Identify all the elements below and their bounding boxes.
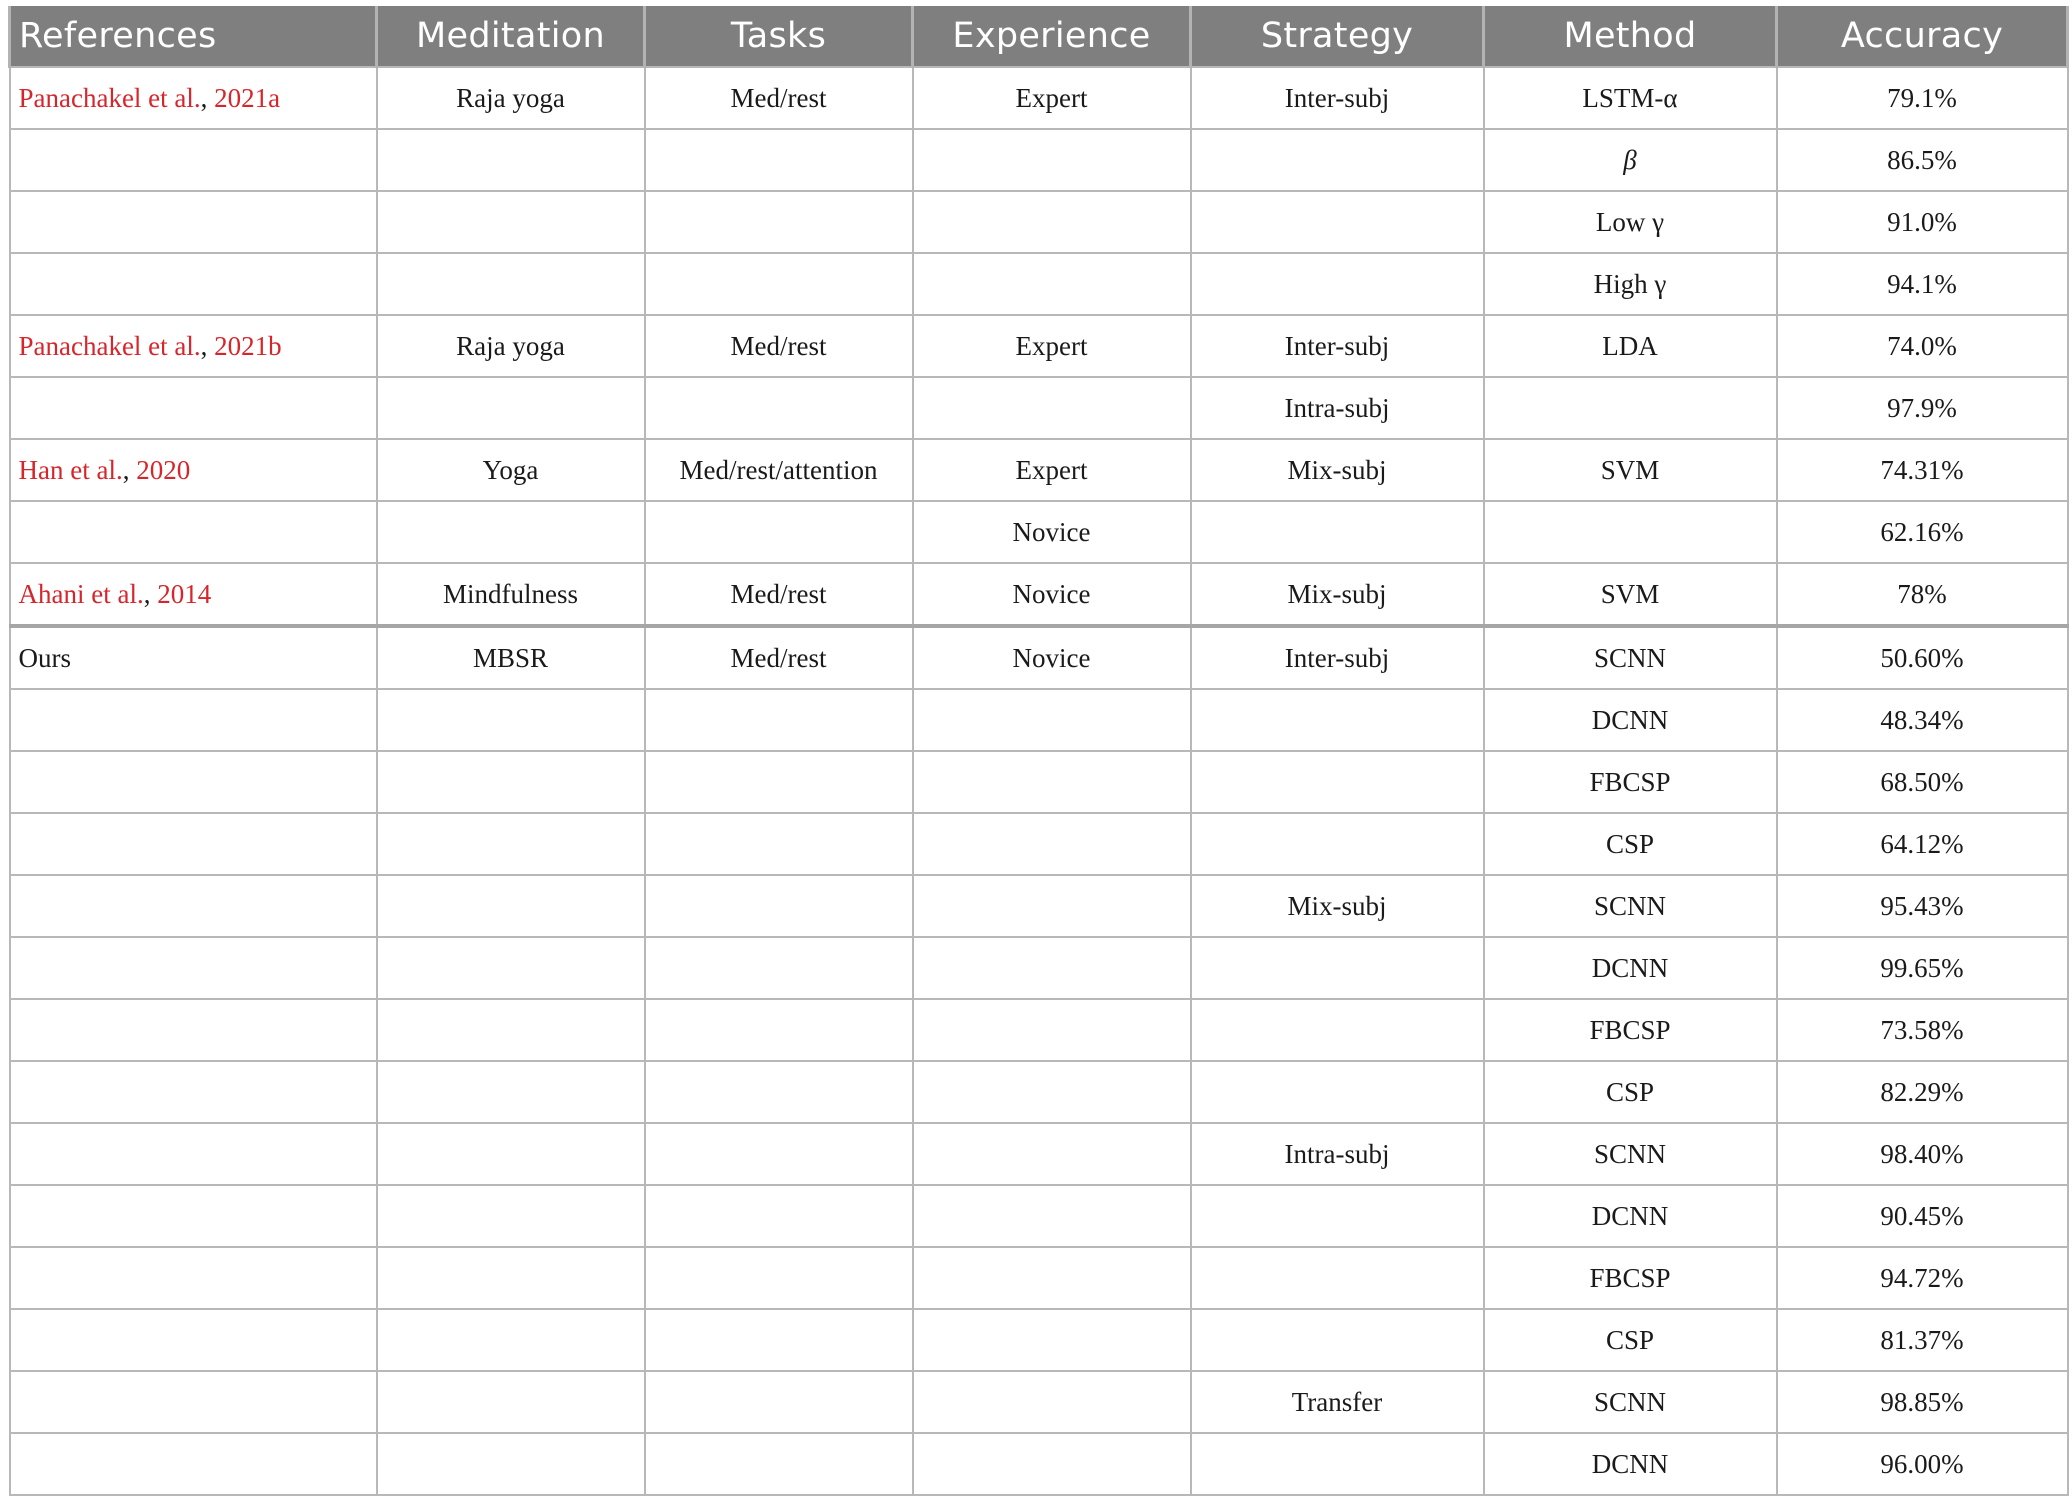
cell-method: CSP xyxy=(1484,1061,1777,1123)
cell-reference: Panachakel et al., 2021a xyxy=(10,67,377,129)
header-method: Method xyxy=(1484,6,1777,67)
cell-experience xyxy=(913,1247,1191,1309)
table-row xyxy=(10,315,2068,377)
cell-tasks: Med/rest xyxy=(645,626,913,689)
cell-meditation xyxy=(377,129,645,191)
cell-tasks xyxy=(645,1433,913,1495)
cell-strategy xyxy=(1191,999,1484,1061)
cell-tasks xyxy=(645,253,913,315)
cell-experience xyxy=(913,689,1191,751)
cell-experience xyxy=(913,813,1191,875)
table-row xyxy=(10,1433,2068,1495)
cell-tasks: Med/rest xyxy=(645,315,913,377)
cell-accuracy: 86.5% xyxy=(1777,129,2068,191)
cell-meditation xyxy=(377,1247,645,1309)
header-row xyxy=(10,6,2068,67)
cell-meditation: Raja yoga xyxy=(377,67,645,129)
cell-accuracy: 78% xyxy=(1777,563,2068,626)
cell-meditation xyxy=(377,1309,645,1371)
citation-author-link[interactable]: Panachakel et al. xyxy=(18,330,201,361)
cell-strategy xyxy=(1191,1185,1484,1247)
cell-experience xyxy=(913,875,1191,937)
cell-experience: Expert xyxy=(913,67,1191,129)
cell-strategy: Inter-subj xyxy=(1191,315,1484,377)
cell-accuracy: 79.1% xyxy=(1777,67,2068,129)
cell-strategy xyxy=(1191,1309,1484,1371)
table-row xyxy=(10,439,2068,501)
cell-reference: Ours xyxy=(10,626,377,689)
cell-experience: Expert xyxy=(913,439,1191,501)
cell-tasks xyxy=(645,501,913,563)
cell-accuracy: 64.12% xyxy=(1777,813,2068,875)
cell-experience xyxy=(913,377,1191,439)
cell-strategy: Mix-subj xyxy=(1191,563,1484,626)
citation-year-link[interactable]: 2014 xyxy=(157,578,212,609)
cell-tasks xyxy=(645,875,913,937)
cell-reference xyxy=(10,1309,377,1371)
cell-accuracy: 99.65% xyxy=(1777,937,2068,999)
cell-meditation xyxy=(377,253,645,315)
table-row xyxy=(10,129,2068,191)
cell-reference xyxy=(10,689,377,751)
cell-method: DCNN xyxy=(1484,937,1777,999)
table-row xyxy=(10,1371,2068,1433)
cell-tasks xyxy=(645,751,913,813)
cell-method xyxy=(1484,501,1777,563)
table-row xyxy=(10,67,2068,129)
cell-strategy xyxy=(1191,751,1484,813)
cell-accuracy: 74.0% xyxy=(1777,315,2068,377)
cell-meditation xyxy=(377,999,645,1061)
cell-method: SVM xyxy=(1484,563,1777,626)
cell-method: SVM xyxy=(1484,439,1777,501)
cell-strategy: Inter-subj xyxy=(1191,626,1484,689)
cell-experience: Novice xyxy=(913,563,1191,626)
header-strategy: Strategy xyxy=(1191,6,1484,67)
cell-accuracy: 74.31% xyxy=(1777,439,2068,501)
cell-experience xyxy=(913,751,1191,813)
cell-strategy: Inter-subj xyxy=(1191,67,1484,129)
cell-experience xyxy=(913,937,1191,999)
cell-reference xyxy=(10,253,377,315)
header-meditation: Meditation xyxy=(377,6,645,67)
table-row xyxy=(10,813,2068,875)
cell-strategy: Mix-subj xyxy=(1191,875,1484,937)
citation-year-link[interactable]: 2021b xyxy=(214,330,282,361)
cell-meditation xyxy=(377,1433,645,1495)
cell-accuracy: 94.1% xyxy=(1777,253,2068,315)
table-row xyxy=(10,377,2068,439)
cell-tasks xyxy=(645,191,913,253)
cell-meditation xyxy=(377,751,645,813)
cell-experience xyxy=(913,253,1191,315)
table-row xyxy=(10,1185,2068,1247)
cell-tasks xyxy=(645,1123,913,1185)
cell-strategy xyxy=(1191,501,1484,563)
cell-experience xyxy=(913,1061,1191,1123)
cell-experience: Expert xyxy=(913,315,1191,377)
cell-experience xyxy=(913,1185,1191,1247)
cell-meditation: Raja yoga xyxy=(377,315,645,377)
cell-tasks xyxy=(645,377,913,439)
cell-strategy: Transfer xyxy=(1191,1371,1484,1433)
cell-accuracy: 98.85% xyxy=(1777,1371,2068,1433)
cell-meditation xyxy=(377,1371,645,1433)
citation-author-link[interactable]: Panachakel et al. xyxy=(18,82,201,113)
cell-method: DCNN xyxy=(1484,1433,1777,1495)
cell-accuracy: 50.60% xyxy=(1777,626,2068,689)
header-accuracy: Accuracy xyxy=(1777,6,2068,67)
cell-strategy xyxy=(1191,937,1484,999)
cell-reference xyxy=(10,1061,377,1123)
cell-accuracy: 94.72% xyxy=(1777,1247,2068,1309)
cell-experience xyxy=(913,999,1191,1061)
cell-reference xyxy=(10,129,377,191)
cell-reference xyxy=(10,1371,377,1433)
header-experience: Experience xyxy=(913,6,1191,67)
cell-method: LDA xyxy=(1484,315,1777,377)
cell-tasks xyxy=(645,1371,913,1433)
cell-strategy xyxy=(1191,813,1484,875)
cell-experience: Novice xyxy=(913,626,1191,689)
cell-strategy: Intra-subj xyxy=(1191,377,1484,439)
cell-reference xyxy=(10,999,377,1061)
cell-strategy xyxy=(1191,129,1484,191)
cell-tasks: Med/rest xyxy=(645,67,913,129)
cell-method: High γ xyxy=(1484,253,1777,315)
cell-accuracy: 62.16% xyxy=(1777,501,2068,563)
table-row xyxy=(10,1309,2068,1371)
cell-reference xyxy=(10,813,377,875)
cell-tasks xyxy=(645,1061,913,1123)
cell-method xyxy=(1484,377,1777,439)
table-row xyxy=(10,253,2068,315)
cell-experience xyxy=(913,1433,1191,1495)
cell-method: SCNN xyxy=(1484,1371,1777,1433)
cell-tasks xyxy=(645,813,913,875)
cell-experience xyxy=(913,1371,1191,1433)
table-row xyxy=(10,689,2068,751)
cell-reference xyxy=(10,501,377,563)
table-row xyxy=(10,751,2068,813)
cell-accuracy: 95.43% xyxy=(1777,875,2068,937)
cell-reference xyxy=(10,1247,377,1309)
cell-accuracy: 68.50% xyxy=(1777,751,2068,813)
cell-strategy xyxy=(1191,689,1484,751)
citation-year-link[interactable]: 2021a xyxy=(214,82,281,113)
cell-meditation xyxy=(377,689,645,751)
cell-method: SCNN xyxy=(1484,626,1777,689)
citation-author-link[interactable]: Han et al. xyxy=(18,454,123,485)
cell-accuracy: 98.40% xyxy=(1777,1123,2068,1185)
cell-reference xyxy=(10,751,377,813)
cell-meditation xyxy=(377,1123,645,1185)
cell-reference: Panachakel et al., 2021b xyxy=(10,315,377,377)
cell-experience xyxy=(913,1309,1191,1371)
cell-reference: Han et al., 2020 xyxy=(10,439,377,501)
cell-method: CSP xyxy=(1484,813,1777,875)
cell-accuracy: 82.29% xyxy=(1777,1061,2068,1123)
table-row xyxy=(10,937,2068,999)
cell-tasks: Med/rest/attention xyxy=(645,439,913,501)
table-body xyxy=(10,67,2068,1495)
table-row xyxy=(10,1061,2068,1123)
table-header xyxy=(10,6,2068,67)
cell-meditation xyxy=(377,937,645,999)
cell-tasks xyxy=(645,1247,913,1309)
cell-accuracy: 81.37% xyxy=(1777,1309,2068,1371)
cell-reference xyxy=(10,377,377,439)
table-row xyxy=(10,1247,2068,1309)
cell-tasks xyxy=(645,999,913,1061)
cell-method: DCNN xyxy=(1484,689,1777,751)
table-row xyxy=(10,501,2068,563)
cell-method: β xyxy=(1484,129,1777,191)
cell-accuracy: 90.45% xyxy=(1777,1185,2068,1247)
cell-experience: Novice xyxy=(913,501,1191,563)
cell-meditation xyxy=(377,1061,645,1123)
cell-experience xyxy=(913,129,1191,191)
cell-reference xyxy=(10,1123,377,1185)
cell-meditation xyxy=(377,501,645,563)
cell-reference xyxy=(10,191,377,253)
cell-method: CSP xyxy=(1484,1309,1777,1371)
cell-strategy xyxy=(1191,1061,1484,1123)
cell-method: FBCSP xyxy=(1484,999,1777,1061)
table-row xyxy=(10,999,2068,1061)
cell-method: DCNN xyxy=(1484,1185,1777,1247)
cell-tasks: Med/rest xyxy=(645,563,913,626)
cell-meditation xyxy=(377,875,645,937)
cell-tasks xyxy=(645,937,913,999)
header-references: References xyxy=(10,6,377,67)
cell-strategy: Intra-subj xyxy=(1191,1123,1484,1185)
cell-tasks xyxy=(645,1309,913,1371)
cell-method: Low γ xyxy=(1484,191,1777,253)
cell-accuracy: 97.9% xyxy=(1777,377,2068,439)
citation-author-link[interactable]: Ahani et al. xyxy=(18,578,144,609)
cell-experience xyxy=(913,191,1191,253)
cell-accuracy: 48.34% xyxy=(1777,689,2068,751)
table-row xyxy=(10,191,2068,253)
cell-meditation xyxy=(377,1185,645,1247)
cell-meditation: Yoga xyxy=(377,439,645,501)
cell-tasks xyxy=(645,1185,913,1247)
cell-strategy xyxy=(1191,191,1484,253)
cell-method: SCNN xyxy=(1484,1123,1777,1185)
cell-meditation: Mindfulness xyxy=(377,563,645,626)
cell-strategy xyxy=(1191,253,1484,315)
cell-tasks xyxy=(645,689,913,751)
cell-method: SCNN xyxy=(1484,875,1777,937)
cell-experience xyxy=(913,1123,1191,1185)
cell-method: FBCSP xyxy=(1484,1247,1777,1309)
cell-reference xyxy=(10,875,377,937)
citation-year-link[interactable]: 2020 xyxy=(136,454,191,485)
cell-method: LSTM-α xyxy=(1484,67,1777,129)
cell-meditation xyxy=(377,813,645,875)
table-row xyxy=(10,563,2068,626)
cell-strategy xyxy=(1191,1433,1484,1495)
cell-accuracy: 91.0% xyxy=(1777,191,2068,253)
cell-reference xyxy=(10,937,377,999)
cell-reference xyxy=(10,1185,377,1247)
cell-meditation: MBSR xyxy=(377,626,645,689)
cell-strategy: Mix-subj xyxy=(1191,439,1484,501)
cell-accuracy: 96.00% xyxy=(1777,1433,2068,1495)
cell-reference xyxy=(10,1433,377,1495)
cell-meditation xyxy=(377,191,645,253)
header-tasks: Tasks xyxy=(645,6,913,67)
cell-strategy xyxy=(1191,1247,1484,1309)
cell-accuracy: 73.58% xyxy=(1777,999,2068,1061)
table-row xyxy=(10,1123,2068,1185)
cell-reference: Ahani et al., 2014 xyxy=(10,563,377,626)
cell-tasks xyxy=(645,129,913,191)
cell-method: FBCSP xyxy=(1484,751,1777,813)
table-row xyxy=(10,626,2068,689)
table-row xyxy=(10,875,2068,937)
cell-meditation xyxy=(377,377,645,439)
comparison-table xyxy=(8,6,2069,1496)
